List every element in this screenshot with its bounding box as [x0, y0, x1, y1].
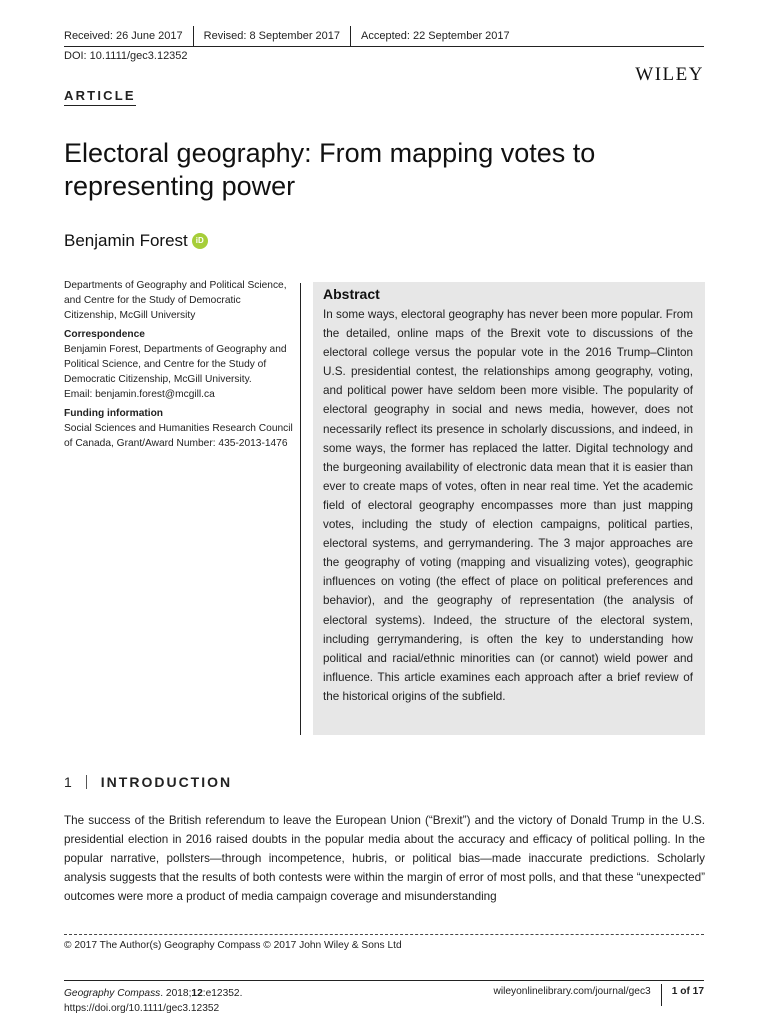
section-heading [64, 774, 232, 790]
citation-article-id: :e12352. [202, 988, 243, 999]
footer-divider [661, 984, 662, 1006]
citation [64, 986, 242, 1016]
doi: DOI: 10.1111/gec3.12352 [64, 50, 188, 62]
author-info-sidebar [64, 278, 296, 451]
accepted-date: Accepted: 22 September 2017 [361, 30, 510, 42]
author-name[interactable]: Benjamin Forest [64, 231, 188, 250]
header-rule [64, 46, 704, 47]
abstract-heading: Abstract [323, 286, 380, 302]
author-line [64, 231, 208, 251]
revised-date: Revised: 8 September 2017 [203, 30, 341, 42]
received-date: Received: 26 June 2017 [64, 30, 183, 42]
footnote-rule [64, 934, 704, 935]
affiliation: Departments of Geography and Political Science, and Centre for the Study of Democratic Citizenship, McGill University [64, 280, 287, 321]
section-title: INTRODUCTION [100, 774, 233, 790]
abstract-box [313, 282, 705, 735]
sidebar-divider [300, 283, 301, 735]
citation-year: . 2018; [160, 988, 192, 999]
funding-text: Social Sciences and Humanities Research Council of Canada, Grant/Award Number: 435-2013-1476 [64, 423, 293, 449]
publisher-logo: WILEY [635, 64, 704, 85]
article-title: Electoral geography: From mapping votes to representing power [64, 138, 596, 201]
orcid-icon[interactable]: iD [192, 233, 208, 249]
citation-volume: 12 [191, 988, 203, 999]
copyright-notice: © 2017 The Author(s) Geography Compass © 2017 John Wiley & Sons Ltd [64, 940, 402, 951]
introduction-paragraph: The success of the British referendum to leave the European Union (“Brexit”) and the victory of Donald Trump in the U.S. presidential election in 2016 raised doubts in the popular media about the accuracy and efficacy of political polling. In the popular narrative, pollsters—through incompetence, hubris, or political bias—made inaccurate predictions. Scholarly analysis suggests that the results of both contests were within the margin of error of most polls, and that these “unexpected” outcomes were more a product of media campaign coverage and misunderstanding [64, 814, 705, 904]
section-number: 1 [64, 774, 72, 790]
abstract-text: In some ways, electoral geography has never been more popular. From the detailed, online maps of the Brexit vote to discussions of the electoral college versus the popular vote in the 2016 Trump–Clinton U.S. presidential contest, the relationships among geography, voting, and political power have seldom been more visible. The popularity of electoral geography in social and news media, however, does not necessarily reflect its presence in scholarly discussions, and indeed, in some ways, the former has replaced the latter. Digital technology and the burgeoning availability of electronic data mean that it is easier than ever to create maps of votes, often in near real time. Yet the academic field of electoral geography encompasses more than just mapping votes, including the study of election campaigns, political parties, electoral systems, and gerrymandering. The 3 major approaches are the geography of voting (mapping and visualizing votes), geographic influences on voting (the effect of place on political preferences and behavior), and the geography of representation (the analysis of electoral systems). Indeed, the structure of the electoral system, including gerrymandering, is often the key to understanding how political and racial/ethnic minorities can (or cannot) wield power and influence. This article examines each approach after a brief review of the historical origins of the subfield. [323, 308, 693, 703]
doi-link[interactable]: https://doi.org/10.1111/gec3.12352 [64, 1003, 220, 1014]
article-dates [64, 28, 704, 46]
footer-rule [64, 980, 704, 981]
correspondence-text: Benjamin Forest, Departments of Geography and Political Science, and Centre for the Study of Democratic Citizenship, McGill University. [64, 344, 287, 385]
funding-heading: Funding information [64, 408, 164, 419]
section-divider [86, 775, 87, 789]
journal-url[interactable]: wileyonlinelibrary.com/journal/gec3 [493, 986, 651, 997]
footer-right [493, 986, 704, 1006]
correspondence-heading: Correspondence [64, 329, 145, 340]
article-type-label: ARTICLE [64, 88, 136, 106]
correspondence-email[interactable]: Email: benjamin.forest@mcgill.ca [64, 389, 215, 400]
journal-name: Geography Compass [64, 988, 161, 999]
page-number: 1 of 17 [671, 986, 704, 997]
